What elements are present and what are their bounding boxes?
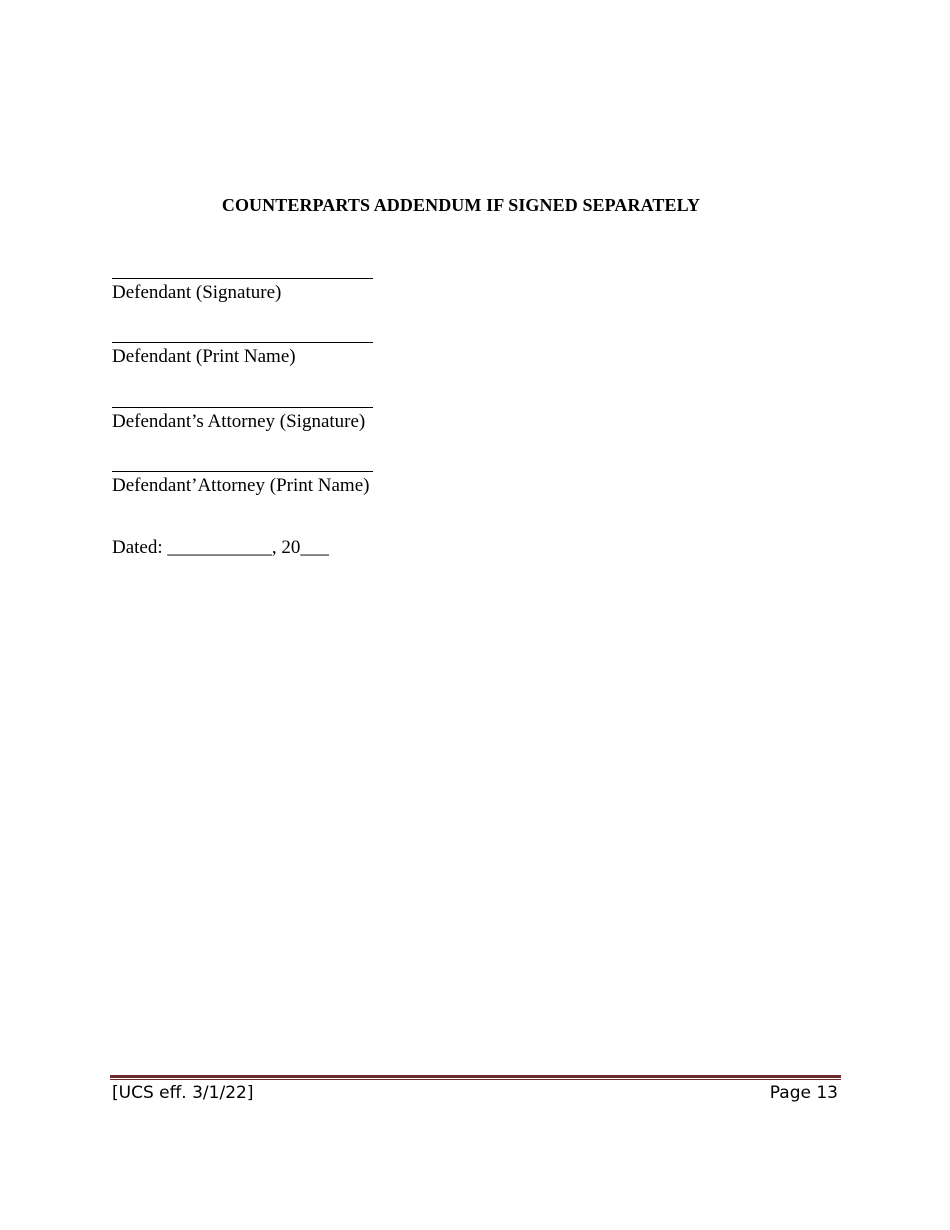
footer-form-version: [UCS eff. 3/1/22] [112,1083,254,1103]
signature-label: Defendant (Print Name) [112,346,296,367]
signature-block-attorney-print-name [112,451,382,497]
footer-rule-thin [110,1079,841,1080]
footer-rule [110,1075,841,1081]
footer-rule-thick [110,1075,841,1078]
signature-label: Defendant (Signature) [112,282,282,303]
footer-page-number: Page 13 [769,1083,838,1103]
signature-label: Defendant’Attorney (Print Name) [112,475,370,496]
signature-block-defendant-print-name [112,322,382,368]
dated-line[interactable]: Dated: ___________, 20___ [112,537,329,558]
signature-line[interactable] [112,387,373,408]
signature-line[interactable] [112,258,373,279]
signature-line[interactable] [112,451,373,472]
signature-line[interactable] [112,322,373,343]
document-title: COUNTERPARTS ADDENDUM IF SIGNED SEPARATELY [221,195,701,215]
signature-block-attorney-signature [112,387,382,433]
signature-label: Defendant’s Attorney (Signature) [112,411,366,432]
signature-block-defendant-signature [112,258,382,304]
